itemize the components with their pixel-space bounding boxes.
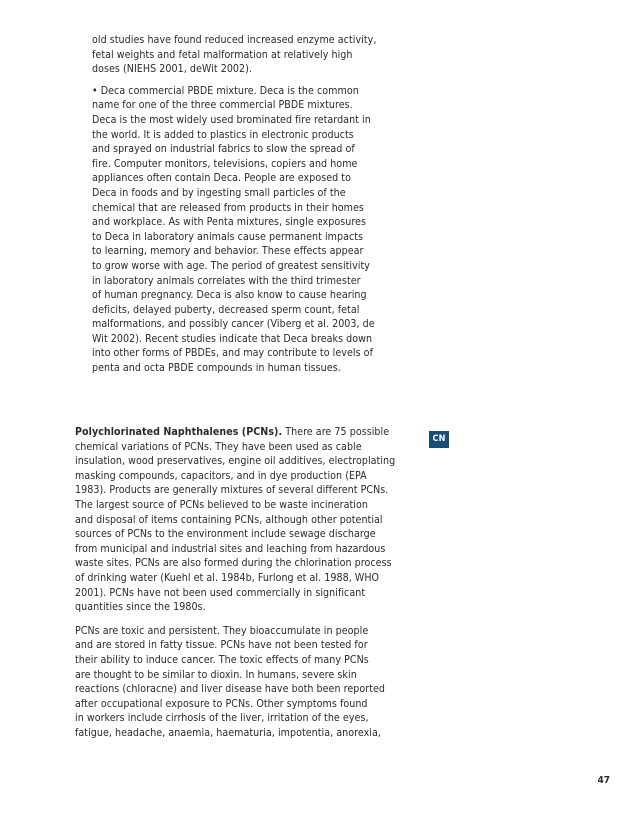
text-line: fetal weights and fetal malformation at relatively high	[92, 48, 353, 61]
text-line: old studies have found reduced increased enzyme activity,	[92, 34, 377, 46]
text-line: Deca is the most widely used brominated fire retardant in	[92, 113, 371, 126]
text-line: to Deca in laboratory animals cause permanent impacts	[92, 230, 364, 243]
text-line: to grow worse with age. The period of greatest sensitivity	[92, 259, 370, 272]
text-line: chemical that are released from products in their homes	[92, 201, 364, 214]
text-line: fire. Computer monitors, televisions, copiers and home	[92, 157, 358, 170]
text-line: fatigue, headache, anaemia, haematuria, impotentia, anorexia,	[75, 726, 381, 739]
text-line: PCNs are toxic and persistent. They bioaccumulate in people	[75, 624, 369, 637]
text-line: deficits, delayed puberty, decreased sperm count, fetal	[92, 303, 360, 316]
text-fragment: There are 75 possible	[282, 426, 390, 438]
cn-badge: CN	[429, 431, 449, 448]
text-line: in laboratory animals correlates with the third trimester	[92, 274, 361, 287]
section-heading: Polychlorinated Naphthalenes (PCNs).	[75, 426, 283, 438]
text-line: and are stored in fatty tissue. PCNs have not been tested for	[75, 639, 368, 652]
text-line: from municipal and industrial sites and leaching from hazardous	[75, 542, 386, 555]
text-line: doses (NIEHS 2001, deWit 2002).	[92, 63, 252, 76]
pbde-continuation-block	[92, 33, 422, 376]
text-line: of human pregnancy. Deca is also know to cause hearing	[92, 289, 367, 302]
text-line: and disposal of items containing PCNs, although other potential	[75, 513, 383, 526]
text-line: penta and octa PBDE compounds in human tissues.	[92, 362, 341, 375]
text-line: the world. It is added to plastics in electronic products	[92, 128, 354, 141]
text-line: appliances often contain Deca. People are exposed to	[92, 172, 351, 185]
text-line: 2001). PCNs have not been used commercially in significant	[75, 586, 366, 599]
text-line: to learning, memory and behavior. These effects appear	[92, 245, 364, 258]
text-line: waste sites. PCNs are also formed during the chlorination process	[75, 557, 392, 570]
text-line: masking compounds, capacitors, and in dye production (EPA	[75, 469, 367, 482]
text-line: Wit 2002). Recent studies indicate that Deca breaks down	[92, 332, 373, 345]
page-number: 47	[597, 775, 610, 786]
text-line: sources of PCNs to the environment include sewage discharge	[75, 528, 376, 541]
text-line: • Deca commercial PBDE mixture. Deca is the common	[92, 84, 359, 97]
text-line: quantities since the 1980s.	[75, 601, 206, 614]
text-line: after occupational exposure to PCNs. Other symptoms found	[75, 697, 368, 710]
text-line: and workplace. As with Penta mixtures, single exposures	[92, 216, 366, 229]
text-line: their ability to induce cancer. The toxic effects of many PCNs	[75, 653, 369, 666]
text-line: are thought to be similar to dioxin. In humans, severe skin	[75, 668, 357, 681]
text-line: reactions (chloracne) and liver disease have both been reported	[75, 683, 386, 696]
text-line: of drinking water (Kuehl et al. 1984b, Furlong et al. 1988, WHO	[75, 571, 380, 584]
text-line: The largest source of PCNs believed to be waste incineration	[75, 498, 368, 511]
pcn-heading-line	[75, 425, 420, 440]
text-line: name for one of the three commercial PBDE mixtures.	[92, 99, 353, 112]
text-line: into other forms of PBDEs, and may contribute to levels of	[92, 347, 373, 360]
text-line: and sprayed on industrial fabrics to slow the spread of	[92, 143, 355, 156]
text-line: malformations, and possibly cancer (Viberg et al. 2003, de	[92, 318, 375, 331]
text-line: in workers include cirrhosis of the liver, irritation of the eyes,	[75, 712, 369, 725]
pcn-section	[75, 425, 420, 740]
text-line: Deca in foods and by ingesting small particles of the	[92, 186, 346, 199]
text-line: insulation, wood preservatives, engine oil additives, electroplating	[75, 455, 396, 468]
text-line: chemical variations of PCNs. They have been used as cable	[75, 440, 362, 453]
text-line: 1983). Products are generally mixtures of several different PCNs.	[75, 484, 389, 497]
